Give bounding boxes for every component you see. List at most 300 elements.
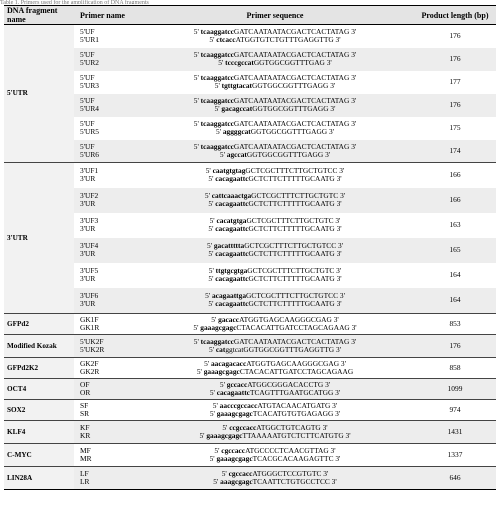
gene-sequence: ATGGCTGTCAGTG <box>256 422 321 432</box>
primer-name: 5'UR6 <box>80 149 99 159</box>
three-prime-end: 3' <box>330 400 338 410</box>
adapter-sequence: aacccgccacc <box>219 400 258 410</box>
three-prime-end: 3' <box>334 274 342 283</box>
primer-sequence-cell <box>136 238 414 263</box>
gene-sequence: GCTCGCTTTCTTGCTGTCC <box>244 240 337 250</box>
adapter-sequence: aacagacacc <box>210 358 247 368</box>
gene-sequence: GCTCTTCTTTTTGCAATG <box>248 299 335 309</box>
product-length-cell: 165 <box>414 238 496 263</box>
primer-name: LR <box>80 477 90 486</box>
three-prime-end: 3' <box>334 174 342 184</box>
three-prime-end: 3' <box>333 388 341 397</box>
primer-sequence-cell <box>136 25 414 48</box>
primer-name: 5'UF <box>80 49 95 59</box>
product-length-cell: 176 <box>414 48 496 71</box>
header-fragment-name: DNA fragment name <box>4 6 74 25</box>
primer-name: 3'UR <box>80 249 96 258</box>
adapter-sequence: tcaaggatcc <box>200 49 234 59</box>
primer-name: MF <box>80 445 91 455</box>
table-body <box>4 25 496 490</box>
five-prime-end: 5' <box>193 336 201 346</box>
primer-sequence-cell <box>136 140 414 163</box>
primer-name: 3'UF3 <box>80 215 99 225</box>
three-prime-end: 3' <box>334 249 342 258</box>
gene-sequence: GCTCTTCTTTTTGCAATG <box>248 174 335 184</box>
three-prime-end: 3' <box>334 224 342 233</box>
primer-sequence-cell <box>136 94 414 117</box>
three-prime-end: 3' <box>331 314 339 324</box>
primer-sequence-cell <box>136 163 414 188</box>
product-length-cell: 646 <box>414 467 496 490</box>
three-prime-end: 3' <box>333 215 341 225</box>
primer-name-cell <box>74 263 136 288</box>
five-prime-end: 5' <box>208 199 216 208</box>
gene-sequence: GCTCGCTTTCTTGCTGTC <box>246 215 334 225</box>
primer-name: 5'UR5 <box>80 127 99 136</box>
header-primer-name: Primer name <box>74 6 136 25</box>
gene-sequence: GCTCGCTTTCTTGCTGTC <box>251 190 339 200</box>
primer-name: GK2R <box>80 367 100 376</box>
three-prime-end: 3' <box>334 299 342 309</box>
primer-sequence-cell <box>136 444 414 467</box>
table-row <box>4 335 496 358</box>
table-row <box>4 140 496 163</box>
gene-sequence: GCTCGCTTTCTTGCTGTC <box>247 265 335 275</box>
adapter-sequence: gaaagcgagc <box>216 454 253 463</box>
adapter-sequence: gacacc <box>218 314 240 324</box>
five-prime-end: 5' <box>222 422 230 432</box>
adapter-sequence: ccgccacc <box>229 422 257 432</box>
three-prime-end: 3' <box>349 72 357 82</box>
three-prime-end: 3' <box>328 104 336 113</box>
table-row <box>4 314 496 335</box>
product-length-cell: 176 <box>414 94 496 117</box>
primer-table <box>4 5 496 490</box>
primer-sequence <box>136 300 414 308</box>
gene-sequence: GCTCTTCTTTTTGCAATG <box>248 224 335 233</box>
five-prime-end: 5' <box>193 118 201 128</box>
fragment-name-cell: C-MYC <box>4 444 74 467</box>
five-prime-end: 5' <box>209 388 217 397</box>
five-prime-end: 5' <box>208 224 216 233</box>
gene-sequence: TCAGTTTGAATGCATGG <box>249 388 334 397</box>
three-prime-end: 3' <box>327 127 335 136</box>
table-row <box>4 25 496 48</box>
adapter-sequence: gacattttta <box>213 240 245 250</box>
fragment-name-cell: GFPd2 <box>4 314 74 335</box>
primer-name: SR <box>80 409 90 418</box>
primer-sequence-cell <box>136 213 414 238</box>
fragment-name-cell: LIN28A <box>4 467 74 490</box>
fragment-name-cell: KLF4 <box>4 421 74 444</box>
three-prime-end: 3' <box>324 58 332 67</box>
five-prime-end: 5' <box>209 345 216 354</box>
adapter-sequence: tcaaggatcc <box>200 336 234 346</box>
five-prime-end: 5' <box>208 249 216 258</box>
primer-name-cell <box>74 94 136 117</box>
three-prime-end: 3' <box>349 141 357 151</box>
adapter-sequence: cacagaattc <box>215 224 249 233</box>
five-prime-end: 5' <box>208 174 216 184</box>
primer-sequence-cell <box>136 467 414 490</box>
primer-sequence-cell <box>136 188 414 213</box>
three-prime-end: 3' <box>333 35 341 45</box>
three-prime-end: 3' <box>329 477 337 486</box>
three-prime-end: 3' <box>338 291 345 301</box>
primer-name: GK1F <box>80 314 99 324</box>
primer-name: 3'UR <box>80 224 96 233</box>
primer-sequence-cell <box>136 263 414 288</box>
five-prime-end: 5' <box>209 35 217 45</box>
adapter-sequence: cacagaattc <box>215 274 249 283</box>
five-prime-end: 5' <box>205 166 213 176</box>
gene-sequence: GGTGGCGGTTTGAG <box>253 58 325 67</box>
product-length-cell: 175 <box>449 122 461 132</box>
gene-sequence: GATCAATAATACGACTCACTATAG <box>233 49 350 59</box>
primer-name: 5'UR1 <box>80 35 99 45</box>
five-prime-end: 5' <box>218 58 226 67</box>
adapter-sequence: cacagaattc <box>215 249 249 258</box>
primer-name: 5'UR3 <box>80 81 99 90</box>
gene-sequence: GATCAATAATACGACTCACTATAG <box>233 118 350 128</box>
table-row <box>4 48 496 71</box>
five-prime-end: 5' <box>193 72 201 82</box>
primer-name-cell <box>74 421 136 444</box>
gene-sequence: GGTGGCGGTTTGAGG <box>246 149 324 159</box>
three-prime-end: 3' <box>323 149 331 159</box>
primer-name-cell <box>74 335 136 358</box>
table-row <box>4 163 496 188</box>
primer-name: 5'UK2F <box>80 336 104 346</box>
primer-name: 5'UF <box>80 118 95 128</box>
product-length-cell: 853 <box>414 314 496 335</box>
three-prime-end: 3' <box>328 445 336 455</box>
three-prime-end: 3' <box>333 409 341 418</box>
adapter-sequence: cacagaattc <box>215 174 249 184</box>
primer-name: KF <box>80 422 90 432</box>
adapter-sequence: tcaaggatcc <box>200 118 234 128</box>
adapter-sequence: cacagaattc <box>215 299 249 309</box>
three-prime-end: 3' <box>334 199 342 208</box>
adapter-sequence: cattcaaactga <box>211 190 252 200</box>
primer-name-cell <box>74 238 136 263</box>
primer-name: 3'UF6 <box>80 291 99 301</box>
gene-sequence: ATGGTGAGCAAGGGCGAG <box>246 358 340 368</box>
primer-name-cell <box>74 117 136 140</box>
header-product-length: Product length (bp) <box>414 6 496 25</box>
five-prime-end: 5' <box>193 49 201 59</box>
primer-name-cell <box>74 444 136 467</box>
gene-sequence: GCTCTTCTTTTTGCAATG <box>248 249 335 258</box>
table-row <box>4 94 496 117</box>
primer-sequence-cell <box>136 379 414 400</box>
three-prime-end: 3' <box>321 468 329 478</box>
primer-name: 5'UF <box>80 95 95 105</box>
primer-sequence <box>136 455 414 463</box>
fragment-name-cell: OCT4 <box>4 379 74 400</box>
fragment-name-cell: Modified Kozak <box>4 335 74 358</box>
five-prime-end: 5' <box>193 141 201 151</box>
primer-name: 5'UR4 <box>80 104 99 113</box>
product-length-cell: 1431 <box>414 421 496 444</box>
primer-sequence-cell <box>136 421 414 444</box>
five-prime-end: 5' <box>212 400 220 410</box>
five-prime-end: 5' <box>204 190 212 200</box>
five-prime-end: 5' <box>211 314 219 324</box>
five-prime-end: 5' <box>214 81 222 90</box>
three-prime-end: 3' <box>349 95 357 105</box>
five-prime-end: 5' <box>214 104 222 113</box>
primer-sequence <box>136 432 414 440</box>
fragment-name-cell: 3'UTR <box>4 163 74 314</box>
table-row <box>4 288 496 314</box>
table-row <box>4 444 496 467</box>
primer-sequence-cell <box>136 117 414 140</box>
adapter-sequence: tcaaggatcc <box>200 141 234 151</box>
gene-sequence: GCTCGCTTTCTTGCTGTCC <box>246 291 339 301</box>
table-row <box>4 358 496 379</box>
gene-sequence: GCTCTTCTTTTTGCAATG <box>248 199 335 208</box>
adapter-sequence: aaagcgagc <box>220 477 253 486</box>
five-prime-end: 5' <box>208 274 216 283</box>
primer-sequence <box>136 128 414 136</box>
five-prime-end: 5' <box>193 323 201 332</box>
product-length-cell: 858 <box>414 358 496 379</box>
adapter-sequence: tcccgccat <box>225 58 254 67</box>
five-prime-end: 5' <box>206 240 214 250</box>
five-prime-end: 5' <box>204 358 211 368</box>
gene-sequence: CTACACATTGATCCTAGCAGAAG <box>236 323 350 332</box>
adapter-sequence: cgccacc <box>221 445 246 455</box>
primer-name-cell <box>74 213 136 238</box>
five-prime-end: 5' <box>208 299 216 309</box>
three-prime-end: 3' <box>349 49 357 59</box>
product-length-cell: 163 <box>449 219 461 229</box>
primer-sequence <box>136 324 414 332</box>
table-caption: Table 1. Primers used for the amplification of DNA fragments <box>0 0 149 4</box>
five-prime-end: 5' <box>199 431 207 440</box>
primer-sequence-cell <box>136 335 414 358</box>
five-prime-end: 5' <box>215 127 223 136</box>
adapter-sequence: aggggcat <box>222 127 251 136</box>
primer-name-cell <box>74 314 136 335</box>
five-prime-end: 5' <box>221 468 229 478</box>
primer-sequence <box>136 36 414 44</box>
primer-name: 3'UR <box>80 174 96 184</box>
primer-name: 3'UF5 <box>80 265 99 275</box>
fragment-name-cell: SOX2 <box>4 400 74 421</box>
fragment-name-cell: GFPd2K2 <box>4 358 74 379</box>
five-prime-end: 5' <box>208 265 216 275</box>
table-row <box>4 117 496 140</box>
primer-name-cell <box>74 163 136 188</box>
product-length-cell: 177 <box>449 76 461 86</box>
three-prime-end: 3' <box>328 81 336 90</box>
adapter-sequence: ttgtgcgtga <box>215 265 248 275</box>
table-row <box>4 188 496 213</box>
header-primer-sequence: Primer sequence <box>136 6 414 25</box>
primer-sequence <box>136 389 414 397</box>
product-length-cell: 166 <box>414 188 496 213</box>
primer-name: 5'UF <box>80 27 95 37</box>
gene-sequence: GCTCGCTTTCTTGCTGTCC <box>245 166 338 176</box>
primer-sequence <box>136 410 414 418</box>
gene-sequence: GCTCTTCTTTTTGCAATG <box>248 274 335 283</box>
adapter-sequence: acagaattga <box>211 291 247 301</box>
three-prime-end: 3' <box>337 166 345 176</box>
three-prime-end: 3' <box>339 358 346 368</box>
five-prime-end: 5' <box>193 27 201 37</box>
primer-sequence <box>136 225 414 233</box>
gene-sequence: ATGGTGTCTGTTTGAGGTTG <box>235 35 334 45</box>
gene-sequence: GGTGGCGGTTTGAGG <box>252 81 329 90</box>
gene-sequence: CTACACATTGATCCTAGCAGAAG <box>239 367 354 376</box>
primer-sequence <box>136 151 414 159</box>
five-prime-end: 5' <box>209 409 217 418</box>
adapter-sequence: ctcacc <box>216 35 236 45</box>
table-row <box>4 421 496 444</box>
primer-sequence <box>136 82 414 90</box>
primer-name: 3'UR <box>80 299 96 309</box>
gene-sequence: GATCAATAATACGACTCACTATAG <box>233 141 350 151</box>
gene-sequence: ATGGTGAGCAAGGGCGAG <box>239 314 332 324</box>
three-prime-end: 3' <box>334 265 342 275</box>
three-prime-end: 3' <box>349 336 357 346</box>
table-row <box>4 467 496 490</box>
product-length-cell: 974 <box>414 400 496 421</box>
primer-sequence-cell <box>136 358 414 379</box>
five-prime-end: 5' <box>196 367 204 376</box>
five-prime-end: 5' <box>209 454 217 463</box>
gene-sequence: TCACATGTGTGAGAGG <box>252 409 334 418</box>
primer-name: 3'UF1 <box>80 166 99 176</box>
three-prime-end: 3' <box>338 190 346 200</box>
adapter-sequence: cacatgtga <box>216 215 247 225</box>
three-prime-end: 3' <box>349 27 357 37</box>
primer-name-cell <box>74 48 136 71</box>
adapter-sequence: cacagaattc <box>215 199 249 208</box>
adapter-sequence: gaaagcgagc <box>200 323 237 332</box>
product-length-cell: 176 <box>414 335 496 358</box>
primer-name-cell <box>74 467 136 490</box>
five-prime-end: 5' <box>209 215 217 225</box>
gene-sequence: GATCAATAATACGACTCACTATAG <box>233 72 350 82</box>
adapter-sequence: caatgtgtag <box>212 166 246 176</box>
gene-sequence: ATGCCCCTCAACGTTAG <box>245 445 329 455</box>
primer-name: 3'UR <box>80 274 96 283</box>
primer-name: 3'UF2 <box>80 190 99 200</box>
gene-sequence: GGTGGCGGTTTGAGG <box>250 127 328 136</box>
primer-name: OR <box>80 388 91 397</box>
header-row <box>4 6 496 25</box>
product-length-cell: 1099 <box>414 379 496 400</box>
primer-sequence-cell <box>136 314 414 335</box>
adapter-sequence: tcaaggatcc <box>200 95 234 105</box>
five-prime-end: 5' <box>205 291 212 301</box>
adapter-sequence: gccacc <box>226 379 248 389</box>
primer-sequence <box>136 59 414 67</box>
adapter-sequence: cat <box>215 345 226 354</box>
primer-sequence <box>136 105 414 113</box>
three-prime-end: 3' <box>343 431 351 440</box>
primer-name: SF <box>80 400 89 410</box>
three-prime-end: 3' <box>323 379 331 389</box>
five-prime-end: 5' <box>213 477 221 486</box>
primer-sequence <box>136 346 414 354</box>
primer-name-cell <box>74 358 136 379</box>
primer-sequence-cell <box>136 48 414 71</box>
three-prime-end: 3' <box>333 454 341 463</box>
primer-name: KR <box>80 431 91 440</box>
primer-name: 3'UR <box>80 199 96 208</box>
three-prime-end: 3' <box>336 240 344 250</box>
primer-name-cell <box>74 25 136 48</box>
gene-sequence: GGTGGCGGTTTGAGG <box>252 104 329 113</box>
gene-sequence: ATGGCGGGACACCTG <box>247 379 324 389</box>
primer-sequence <box>136 368 414 376</box>
gene-sequence: TCACGCACAAGAGTTC <box>252 454 334 463</box>
table-row <box>4 379 496 400</box>
primer-name-cell <box>74 188 136 213</box>
primer-sequence-cell <box>136 400 414 421</box>
table-row <box>4 213 496 238</box>
primer-name: MR <box>80 454 92 463</box>
primer-name: 5'UF <box>80 72 95 82</box>
five-prime-end: 5' <box>214 445 222 455</box>
primer-name: 5'UR2 <box>80 58 99 67</box>
primer-name: 5'UF <box>80 141 95 151</box>
three-prime-end: 3' <box>349 323 357 332</box>
three-prime-end: 3' <box>334 345 341 354</box>
product-length-cell: 166 <box>414 163 496 188</box>
fragment-name-cell: 5'UTR <box>4 25 74 163</box>
product-length-cell: 164 <box>414 288 496 314</box>
primer-name: 3'UF4 <box>80 240 99 250</box>
product-length-cell: 174 <box>414 140 496 163</box>
primer-name: 5'UK2R <box>80 345 105 354</box>
primer-name: GK1R <box>80 323 100 332</box>
product-length-cell: 164 <box>449 269 461 279</box>
primer-name-cell <box>74 379 136 400</box>
table-row <box>4 71 496 94</box>
adapter-sequence: cgccacc <box>228 468 253 478</box>
five-prime-end: 5' <box>193 95 201 105</box>
product-length-cell: 1337 <box>414 444 496 467</box>
adapter-sequence: gaaagcgagc <box>216 409 253 418</box>
primer-sequence-cell <box>136 71 414 94</box>
primer-sequence-cell <box>136 288 414 314</box>
table-row <box>4 263 496 288</box>
three-prime-end: 3' <box>349 118 357 128</box>
gene-sequence: GATCAATAATACGACTCACTATAG <box>233 27 350 37</box>
three-prime-end: 3' <box>320 422 328 432</box>
primer-sequence <box>136 275 414 283</box>
primer-sequence <box>136 175 414 183</box>
adapter-sequence: gaaagcgagc <box>206 431 243 440</box>
gene-sequence: TTAAAAATGTCTCTTCATGTG <box>242 431 344 440</box>
gene-sequence: ATGGGCTCCGTGTC <box>252 468 322 478</box>
adapter-sequence: gaaagcgagc <box>203 367 240 376</box>
adapter-sequence: cacagaattc <box>216 388 250 397</box>
adapter-sequence: tcaaggatcc <box>200 72 234 82</box>
adapter-sequence: tgttgtacat <box>221 81 252 90</box>
adapter-sequence: agccat <box>226 149 247 159</box>
primer-sequence <box>136 478 414 486</box>
product-length-cell: 176 <box>414 25 496 48</box>
table-row <box>4 400 496 421</box>
primer-sequence <box>136 200 414 208</box>
gene-sequence: ggtcatGGTGGCGGTTTGAGGTTG <box>225 345 335 354</box>
